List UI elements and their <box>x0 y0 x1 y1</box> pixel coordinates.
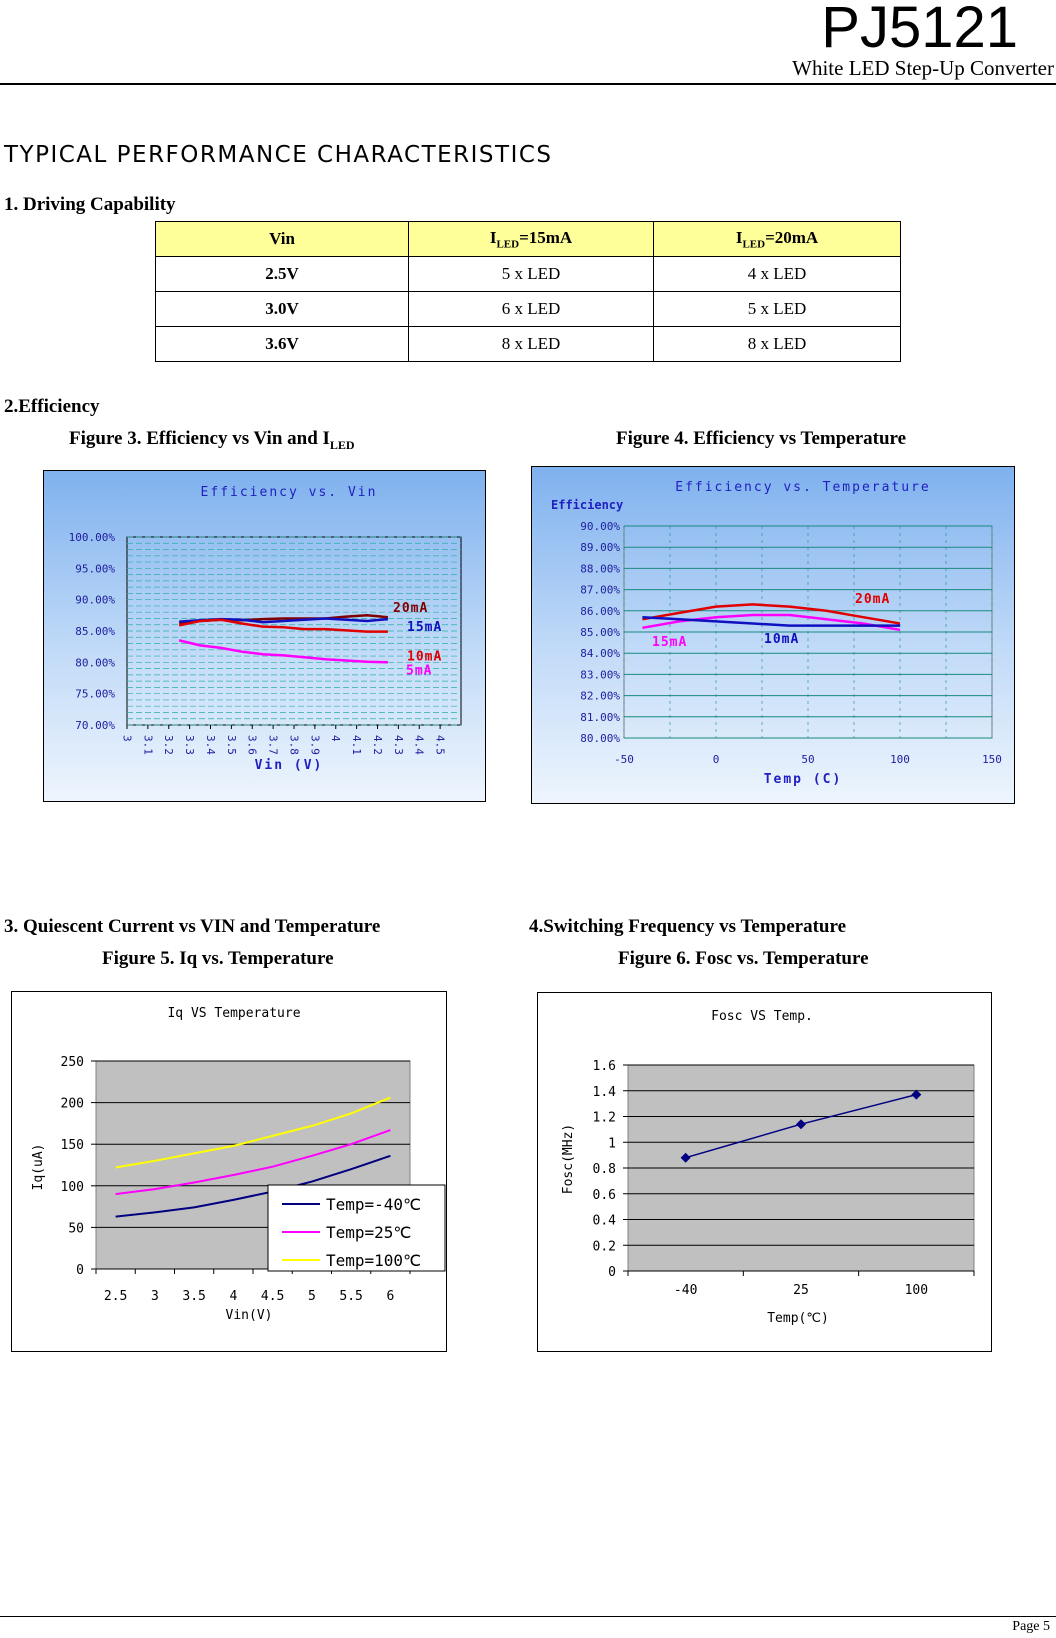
table-row <box>156 257 901 292</box>
x-tick-label: -50 <box>614 753 634 766</box>
chart-title: Efficiency vs. Temperature <box>675 480 931 495</box>
y-tick-label: 0.6 <box>592 1187 616 1203</box>
legend-label: Temp=25℃ <box>326 1223 412 1242</box>
driving-capability-table <box>155 221 901 362</box>
table-cell: 5 x LED <box>654 292 901 327</box>
y-tick-label: 0 <box>608 1265 616 1280</box>
series-label-10mA: 10mA <box>407 649 443 665</box>
figure-5-chart <box>11 991 447 1352</box>
table-header-vin: Vin <box>156 222 409 257</box>
series-label-15mA: 15mA <box>407 620 443 636</box>
y-tick-label: 0.2 <box>592 1239 616 1255</box>
figure-4-caption: Figure 4. Efficiency vs Temperature <box>616 428 907 449</box>
figure-3-caption: Figure 3. Efficiency vs Vin and $I_{LED}$ <box>69 428 355 452</box>
table-header-row <box>156 222 901 257</box>
x-tick-label: 0 <box>712 753 720 766</box>
x-tick-label: 3.8 <box>287 735 301 755</box>
x-tick-label: 3.5 <box>182 1289 206 1304</box>
y-tick-label: 90.00% <box>580 520 620 533</box>
y-tick-label: 75.00% <box>75 687 115 701</box>
x-tick-label: 100 <box>890 753 910 766</box>
section-title: TYPICAL PERFORMANCE CHARACTERISTICS <box>4 142 553 168</box>
y-tick-label: 86.00% <box>580 604 620 618</box>
figure-4-chart <box>531 466 1015 804</box>
iq-vs-temperature-plot <box>12 992 446 1351</box>
chart-title: Fosc VS Temp. <box>711 1009 813 1024</box>
legend-label: Temp=-40℃ <box>326 1195 422 1214</box>
x-tick-label: 4.4 <box>412 735 426 755</box>
x-tick-label: 100 <box>904 1283 929 1298</box>
x-tick-label: 6 <box>386 1289 395 1304</box>
figure-6-chart <box>537 992 992 1352</box>
y-tick-label: 200 <box>60 1096 84 1112</box>
document-subtitle: White LED Step-Up Converter <box>792 56 1054 80</box>
efficiency-heading: 2.Efficiency <box>4 396 100 417</box>
table-cell: 4 x LED <box>654 257 901 292</box>
y-tick-label: 50 <box>68 1221 84 1237</box>
y-tick-label: 1.2 <box>592 1110 616 1126</box>
page-number: Page 5 <box>1012 1619 1050 1634</box>
table-header-iled-15: $I_{LED}=15mA$ <box>409 222 654 257</box>
table-cell: 8 x LED <box>654 327 901 362</box>
y-tick-label: 95.00% <box>75 562 115 576</box>
x-tick-label: 150 <box>982 753 1002 766</box>
x-tick-label: 50 <box>801 753 815 766</box>
y-axis-title: Efficiency <box>551 498 624 512</box>
y-tick-label: 88.00% <box>580 562 620 576</box>
table-cell: 3.6V <box>156 327 409 362</box>
series-label-10mA: 10mA <box>764 632 800 647</box>
chart-title: Efficiency vs. Vin <box>200 485 378 500</box>
series-label-5mA: 5mA <box>406 663 433 679</box>
x-tick-label: 3.5 <box>224 735 238 755</box>
table-cell: 3.0V <box>156 292 409 327</box>
efficiency-vs-temp-plot <box>532 467 1014 803</box>
table-header-iled-20: $I_{LED}=20mA$ <box>654 222 901 257</box>
y-tick-label: 81.00% <box>580 710 620 724</box>
x-tick-label: 3.9 <box>308 735 322 755</box>
y-tick-label: 70.00% <box>75 719 115 732</box>
table-cell: 8 x LED <box>409 327 654 362</box>
table-row <box>156 327 901 362</box>
x-tick-label: 3.4 <box>203 735 217 755</box>
y-axis-title: Iq(uA) <box>31 1143 46 1191</box>
x-tick-label: 3 <box>150 1289 159 1304</box>
document-title: PJ5121 <box>821 0 1018 60</box>
y-tick-label: 100 <box>60 1179 84 1195</box>
series-label-20mA: 20mA <box>393 601 429 617</box>
x-tick-label: 3.3 <box>183 735 197 755</box>
series-label-15mA: 15mA <box>652 635 688 650</box>
fosc-vs-temp-plot <box>538 993 991 1351</box>
x-axis-title: Temp(℃) <box>767 1311 829 1326</box>
x-axis-title: Vin (V) <box>254 758 324 773</box>
x-tick-label: 4.2 <box>370 735 384 755</box>
footer-rule <box>0 1616 1056 1617</box>
x-tick-label: -40 <box>673 1283 698 1298</box>
x-tick-label: 4 <box>229 1289 238 1304</box>
y-tick-label: 85.00% <box>580 626 620 639</box>
x-tick-label: 5.5 <box>339 1289 363 1304</box>
y-tick-label: 1.4 <box>592 1084 616 1100</box>
x-tick-label: 4.5 <box>260 1289 285 1304</box>
x-tick-label: 25 <box>793 1283 809 1298</box>
y-tick-label: 250 <box>60 1055 84 1070</box>
switching-frequency-heading: 4.Switching Frequency vs Temperature <box>529 916 847 937</box>
table-cell: 6 x LED <box>409 292 654 327</box>
y-tick-label: 85.00% <box>75 625 115 638</box>
x-tick-label: 3.6 <box>245 735 259 755</box>
x-tick-label: 4.1 <box>350 735 364 755</box>
x-tick-label: 3.2 <box>162 735 176 755</box>
header-rule <box>0 83 1056 85</box>
legend-label: Temp=100℃ <box>326 1251 422 1270</box>
series-label-20mA: 20mA <box>855 592 891 607</box>
x-tick-label: 3.1 <box>141 735 155 755</box>
table-cell: 2.5V <box>156 257 409 292</box>
table-row <box>156 292 901 327</box>
chart-title: Iq VS Temperature <box>167 1006 301 1021</box>
x-tick-label: 3.7 <box>266 735 280 755</box>
efficiency-vs-vin-plot <box>44 471 485 801</box>
table-cell: 5 x LED <box>409 257 654 292</box>
y-tick-label: 1.6 <box>592 1059 616 1074</box>
x-tick-label: 2.5 <box>103 1289 128 1304</box>
x-tick-label: 5 <box>307 1289 316 1304</box>
figure-6-caption: Figure 6. Fosc vs. Temperature <box>618 948 869 969</box>
y-tick-label: 82.00% <box>580 689 620 703</box>
x-tick-label: 4.5 <box>433 735 447 755</box>
x-axis-title: Temp (C) <box>763 772 843 787</box>
driving-capability-heading: 1. Driving Capability <box>4 194 176 215</box>
y-tick-label: 1 <box>608 1136 616 1152</box>
x-tick-label: 3 <box>120 735 134 742</box>
y-tick-label: 0 <box>76 1263 84 1278</box>
y-tick-label: 0.4 <box>592 1213 616 1229</box>
y-tick-label: 0.8 <box>592 1162 616 1177</box>
y-tick-label: 87.00% <box>580 583 620 597</box>
y-tick-label: 100.00% <box>68 531 115 544</box>
figure-5-caption: Figure 5. Iq vs. Temperature <box>102 948 334 969</box>
y-axis-title: Fosc(MHz) <box>561 1123 576 1195</box>
x-tick-label: 4.3 <box>391 735 405 755</box>
quiescent-current-heading: 3. Quiescent Current vs VIN and Temperature <box>4 916 381 937</box>
x-axis-title: Vin(V) <box>225 1308 273 1323</box>
y-tick-label: 84.00% <box>580 647 620 661</box>
y-tick-label: 89.00% <box>580 541 620 555</box>
figure-3-chart <box>43 470 486 802</box>
y-tick-label: 80.00% <box>580 732 620 745</box>
y-tick-label: 83.00% <box>580 668 620 682</box>
x-tick-label: 4 <box>329 735 343 742</box>
y-tick-label: 80.00% <box>75 656 115 670</box>
y-tick-label: 90.00% <box>75 593 115 607</box>
y-tick-label: 150 <box>60 1138 84 1154</box>
